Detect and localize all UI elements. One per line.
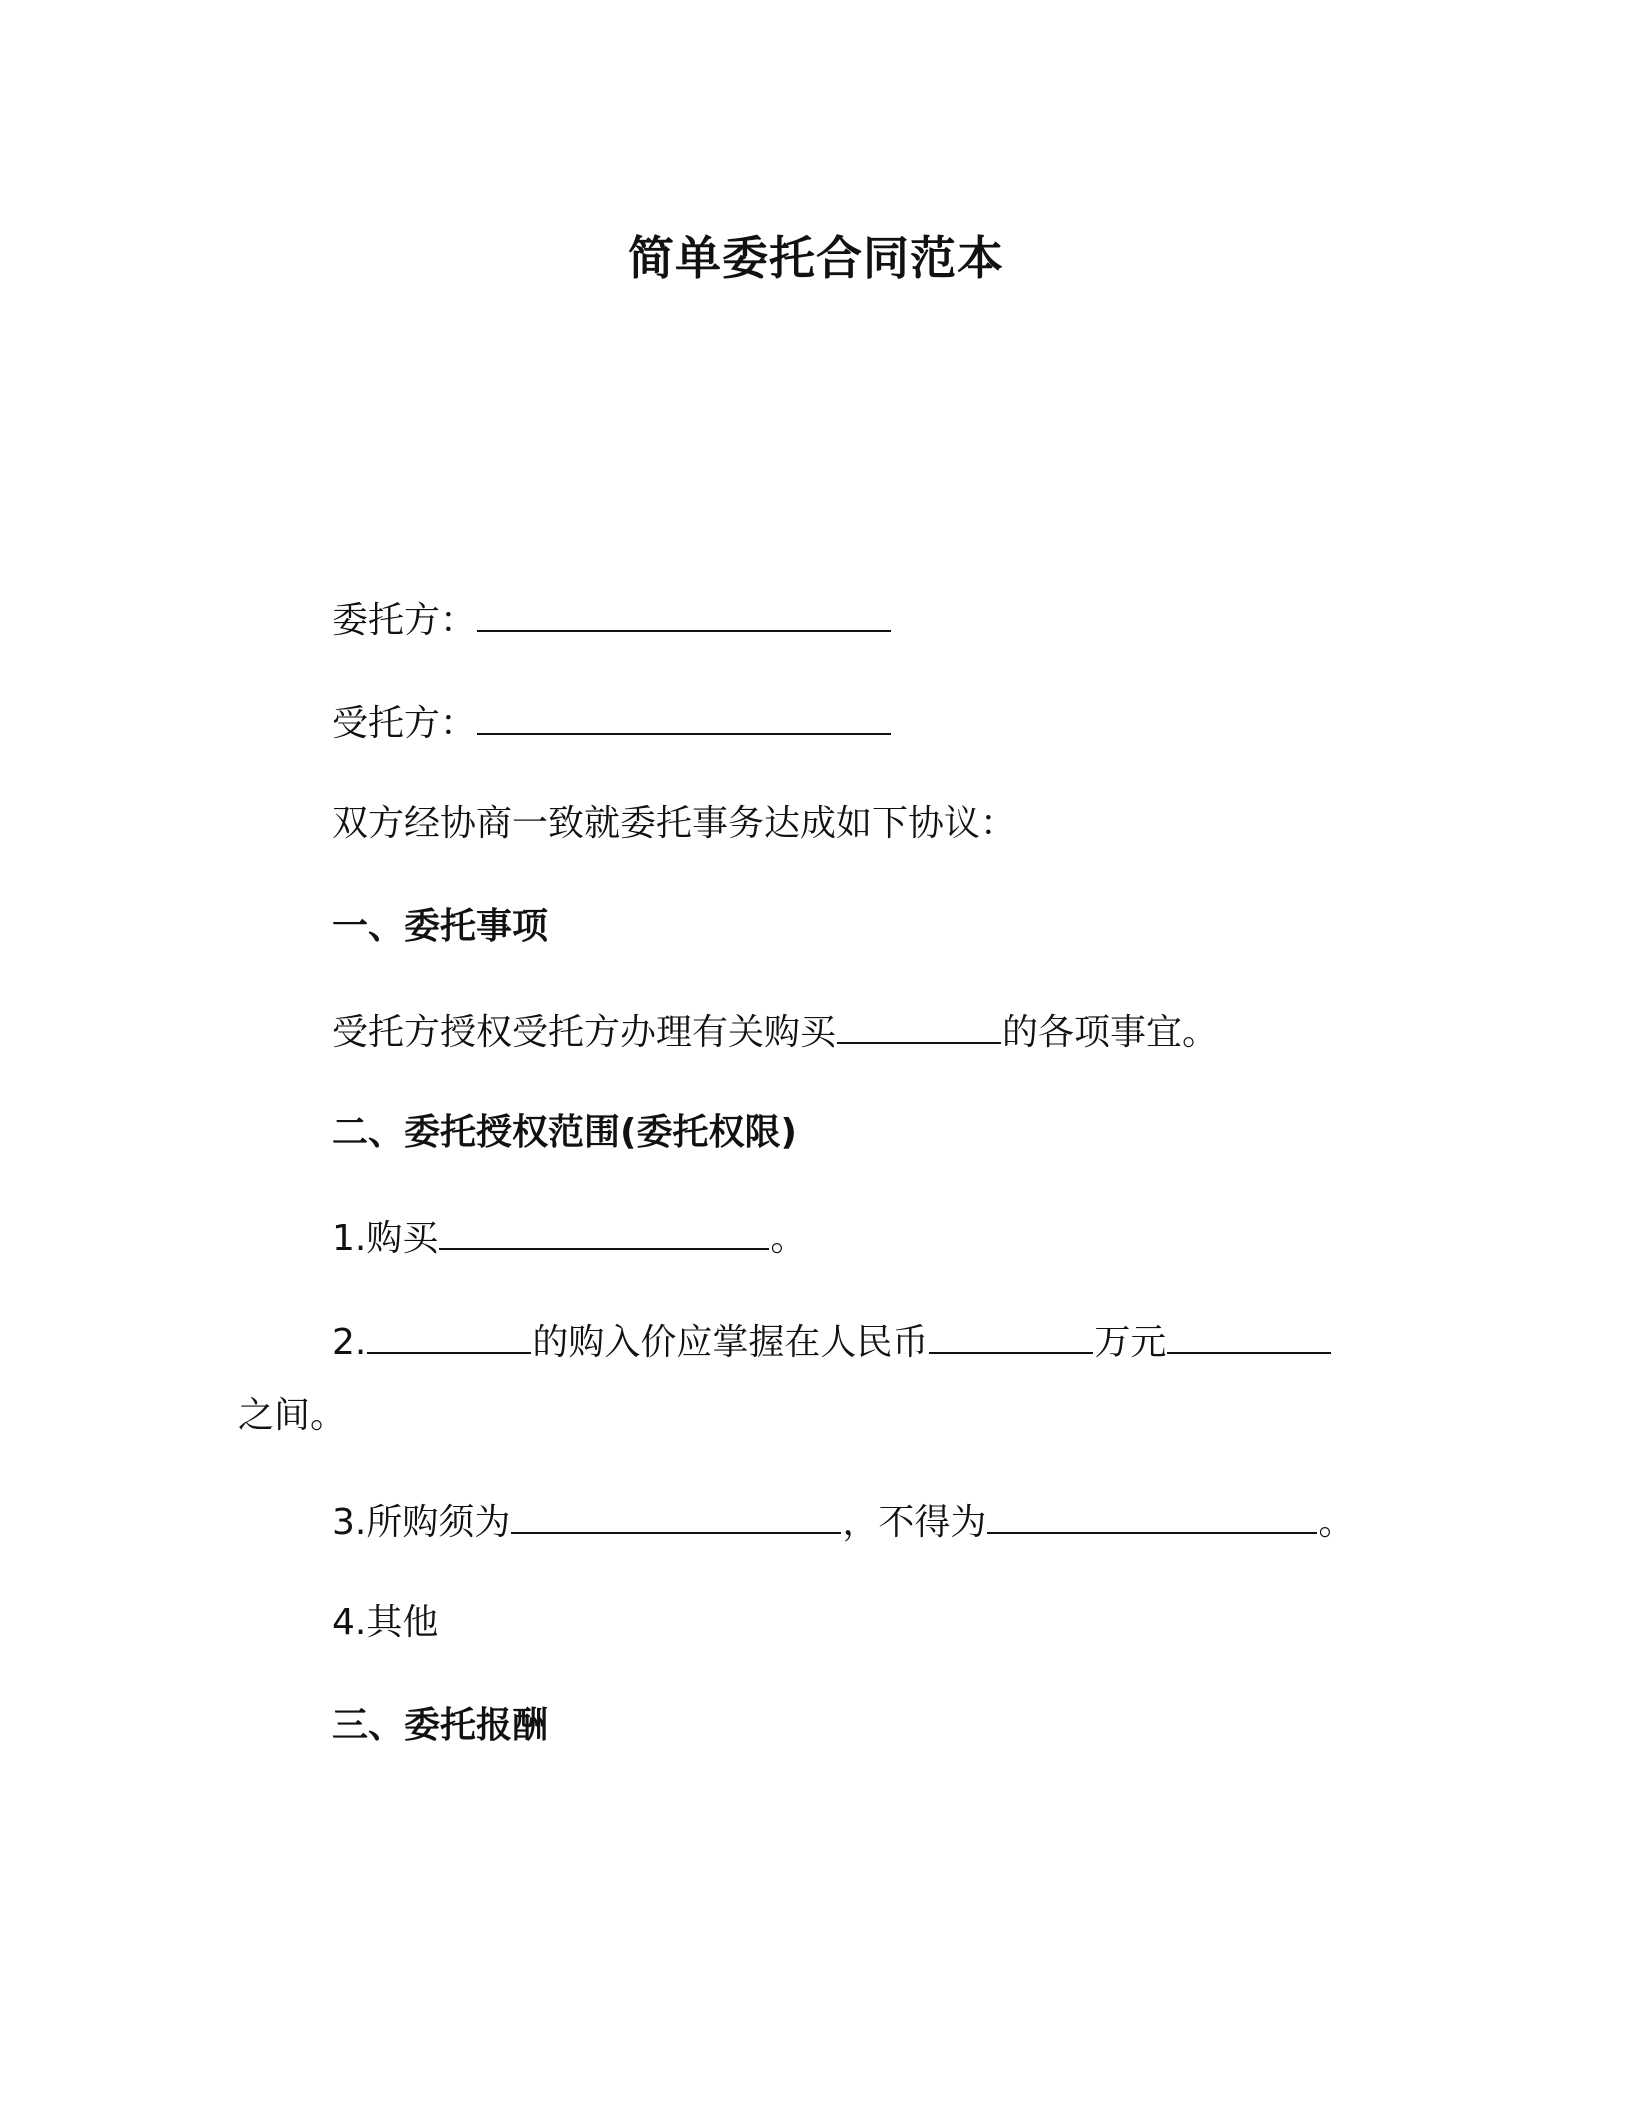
item3-line <box>332 1496 1354 1547</box>
item1-blank[interactable] <box>439 1212 769 1250</box>
item2-wrap: 之间。 <box>238 1395 347 1436</box>
party-a-label: 委托方： <box>332 600 477 641</box>
item3-blank-required[interactable] <box>511 1496 841 1534</box>
party-b-label: 受托方： <box>332 703 477 744</box>
party-b-line <box>332 697 892 748</box>
section3-heading: 三、委托报酬 <box>332 1705 549 1746</box>
item3-post: 。 <box>1318 1502 1355 1543</box>
section1-heading: 一、委托事项 <box>332 906 549 947</box>
section1-text-pre: 受托方授权受托方办理有关购买 <box>332 1012 837 1053</box>
section1-text-post: 的各项事宜。 <box>1002 1012 1219 1053</box>
item1-post: 。 <box>770 1218 807 1259</box>
item2-mid1: 的购入价应掌握在人民币 <box>532 1322 929 1363</box>
item2-blank-price-max[interactable] <box>1167 1316 1331 1354</box>
item2-blank-price-min[interactable] <box>929 1316 1093 1354</box>
party-a-blank[interactable] <box>477 594 891 632</box>
item3-mid: ，不得为 <box>842 1502 987 1543</box>
document-title: 简单委托合同范本 <box>628 231 1004 285</box>
item2-line <box>332 1316 1332 1367</box>
item4-line: 4.其他 <box>332 1602 439 1643</box>
item1-line <box>332 1212 806 1263</box>
item2-mid2: 万元 <box>1094 1322 1167 1363</box>
party-a-line <box>332 594 892 645</box>
item2-blank-goods[interactable] <box>367 1316 531 1354</box>
intro-text: 双方经协商一致就委托事务达成如下协议： <box>332 803 1017 844</box>
section2-heading: 二、委托授权范围(委托权限) <box>332 1112 797 1153</box>
party-b-blank[interactable] <box>477 697 891 735</box>
item2-pre: 2. <box>332 1322 367 1363</box>
section1-text <box>332 1006 1218 1057</box>
purchase-item-blank[interactable] <box>837 1006 1001 1044</box>
item3-blank-prohibited[interactable] <box>987 1496 1317 1534</box>
item1-pre: 1.购买 <box>332 1218 439 1259</box>
item3-pre: 3.所购须为 <box>332 1502 511 1543</box>
